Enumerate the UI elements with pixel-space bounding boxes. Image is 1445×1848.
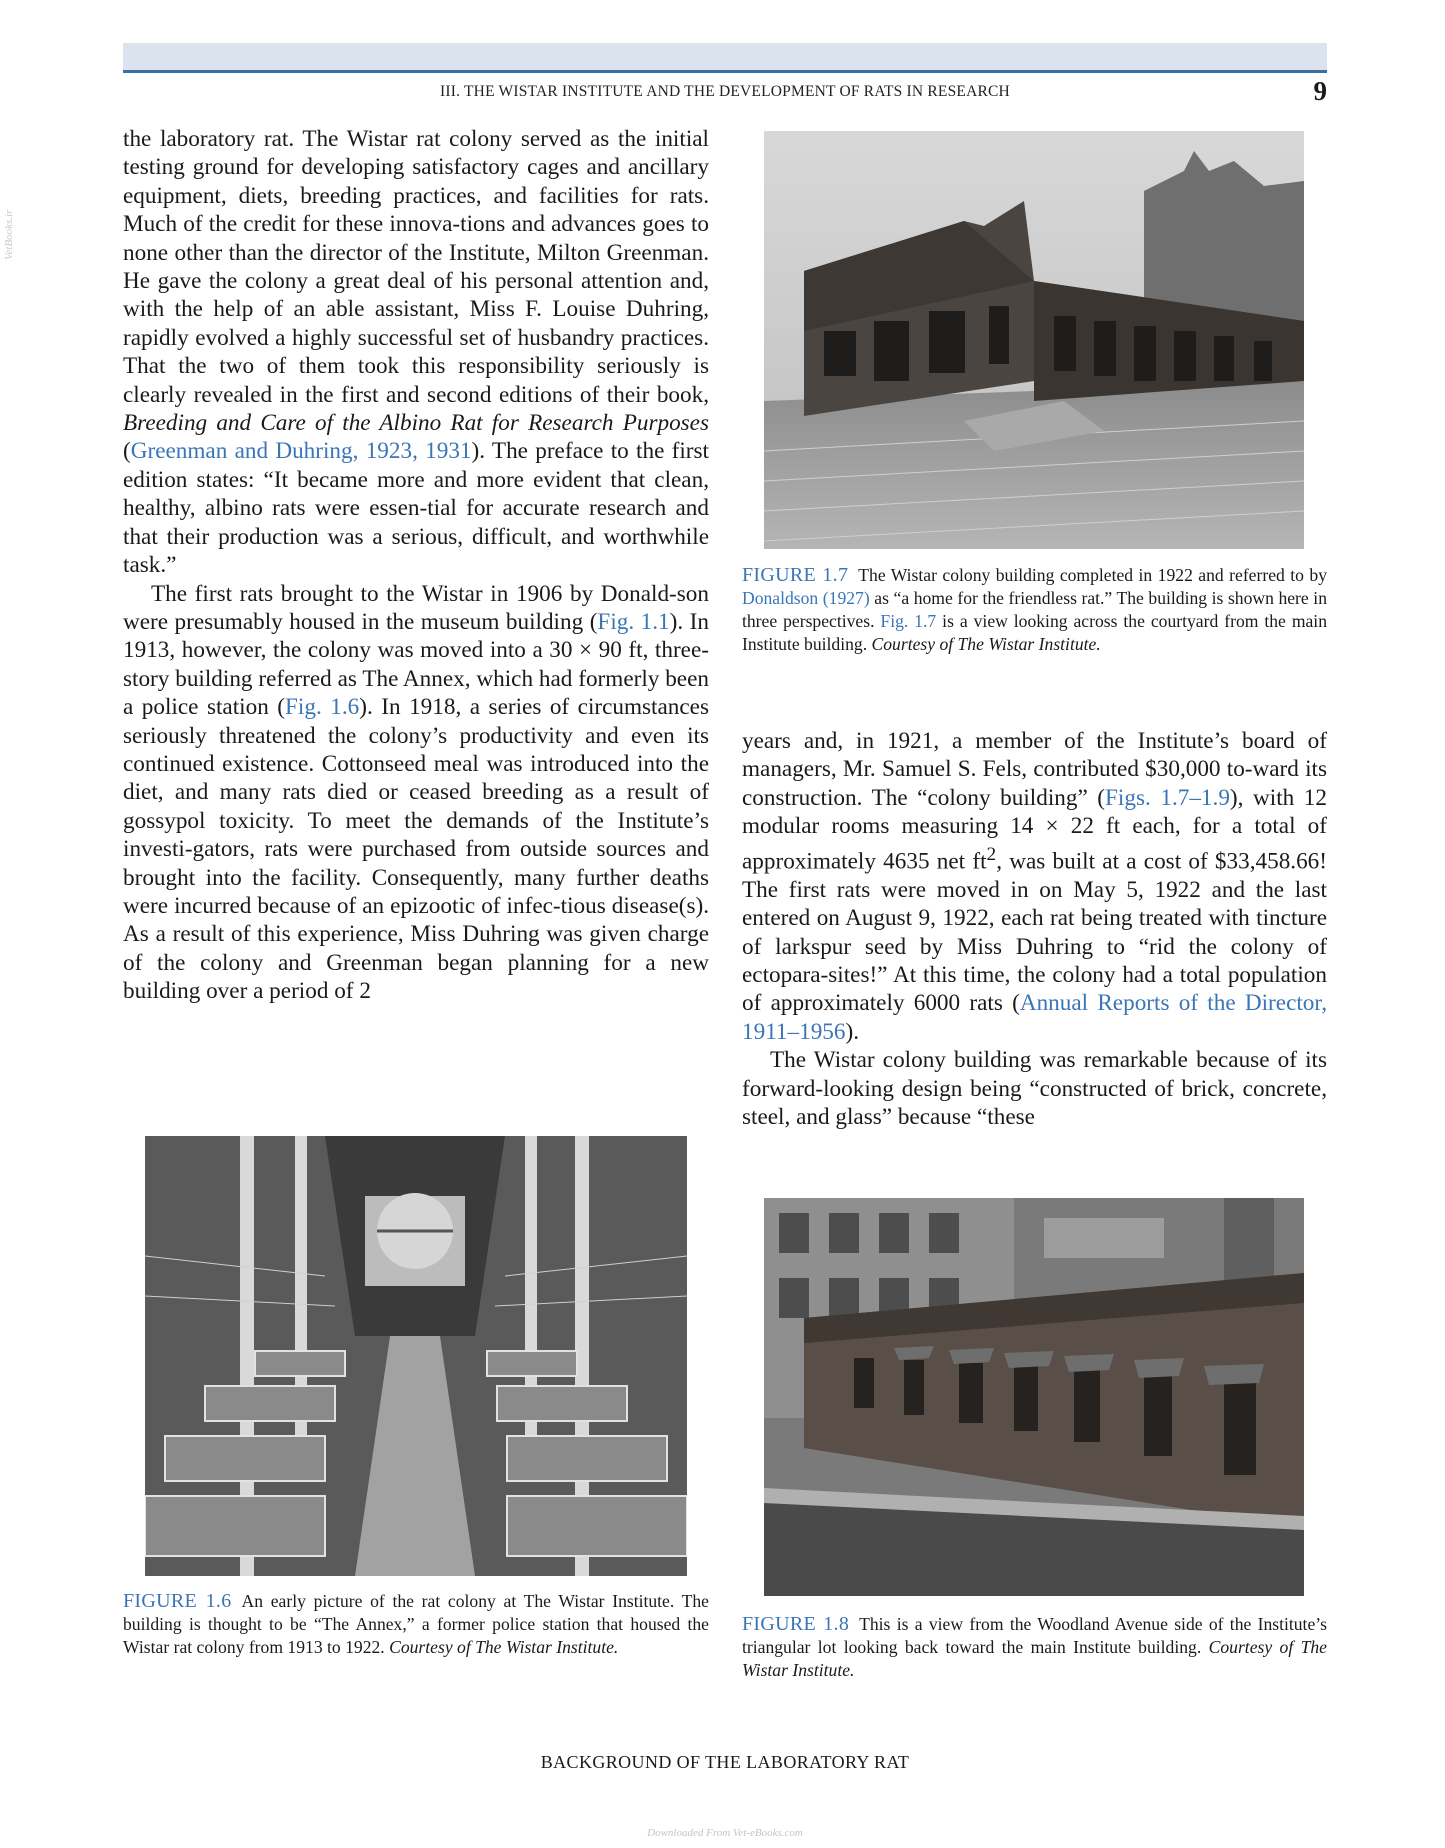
figure-link[interactable]: Fig. 1.6 [285,694,360,721]
running-foot: BACKGROUND OF THE LABORATORY RAT [540,1752,910,1772]
page-number: 9 [1313,76,1327,106]
figure-credit: Courtesy of The Wistar Institute. [742,1637,1327,1680]
figure-credit: Courtesy of The Wistar Institute. [871,634,1101,654]
figure-1-8-caption: FIGURE 1.8 This is a view from the Woodland Avenue side of the Institute’s triangular lot looking back toward the main Institute building. Courtesy of The Wistar Institute. [742,1613,1327,1680]
figure-1-7-caption: FIGURE 1.7 The Wistar colony building completed in 1922 and referred to by Donaldson (1927) as “a home for the friendless rat.” The building is shown here in three perspectives. Fig. 1.7 is a view looking across the courtyard from the main Institute building. Courtesy of The Wistar Institute. [742,564,1327,654]
citation-link[interactable]: Greenman and Duhring, 1923, 1931 [130,438,472,465]
figure-credit: Courtesy of The Wistar Institute. [389,1637,619,1657]
figure-link[interactable]: Fig. 1.1 [597,608,670,635]
left-column-text [123,125,709,1006]
citation-link[interactable]: Donaldson (1927) [742,588,870,608]
book-title: Breeding and Care of the Albino Rat for Research Purposes [123,410,709,437]
figure-1-8-photo [764,1198,1304,1596]
figure-1-6-photo [145,1136,687,1576]
figure-label: FIGURE 1.8 [742,1613,850,1635]
figure-label: FIGURE 1.7 [742,564,849,586]
running-head: III. THE WISTAR INSTITUTE AND THE DEVELOPMENT OF RATS IN RESEARCH [440,83,1010,100]
figure-label: FIGURE 1.6 [123,1590,232,1612]
figure-link[interactable]: Figs. 1.7–1.9 [1105,784,1230,811]
figure-1-6-caption: FIGURE 1.6 An early picture of the rat colony at The Wistar Institute. The building is thought to be “The Annex,” a former police station that housed the Wistar rat colony from 1913 to 1922. Courtesy of The Wistar Institute. [123,1590,709,1657]
superscript: 2 [986,843,997,865]
citation-link[interactable]: Annual Reports of the Director, 1911–1956 [742,990,1327,1045]
download-note: Downloaded From Vet-eBooks.com [647,1827,803,1839]
header-band [123,43,1327,73]
right-column-text [742,727,1327,1131]
figure-link[interactable]: Fig. 1.7 [880,611,937,631]
side-watermark: VetBooks.ir [3,209,15,260]
paragraph: The first rats brought to the Wistar in 1906 by Donald-son were presumably housed in the museum building (Fig. 1.1). In 1913, however, the colony was moved into a 30 × 90 ft, three-story building referred as The Annex, which had formerly been a police station (Fig. 1.6). In 1918, a series of circumstances seriously threatened the colony’s productivity and even its continued existence. Cottonseed meal was introduced into the diet, and many rats died or ceased breeding as a result of gossypol toxicity. To meet the demands of the Institute’s investi-gators, rats were purchased from outside sources and brought into the facility. Consequently, many further deaths were incurred because of an epizootic of infec-tious disease(s). As a result of this experience, Miss Duhring was given charge of the colony and Greenman began planning for a new building over a period of 2 [123,580,709,1005]
paragraph: the laboratory rat. The Wistar rat colony served as the initial testing ground for developing satisfactory cages and ancillary equipment, diets, breeding practices, and facilities for rats. Much of the credit for these innova-tions and advances goes to none other than the director of the Institute, Milton Greenman. He gave the colony a great deal of his personal attention and, with the help of an able assistant, Miss F. Louise Duhring, rapidly evolved a highly successful set of husbandry practices. That the two of them took this responsibility seriously is clearly revealed in the first and second editions of their book, Breeding and Care of the Albino Rat for Research Purposes (Greenman and Duhring, 1923, 1931). The preface to the first edition states: “It became more and more evident that clean, healthy, albino rats were essen-tial for accurate research and that their production was a serious, difficult, and worthwhile task.” [123,126,709,579]
paragraph: The Wistar colony building was remarkable because of its forward-looking design being “constructed of brick, concrete, steel, and glass” because “these [742,1047,1327,1131]
paragraph: years and, in 1921, a member of the Institute’s board of managers, Mr. Samuel S. Fels, contributed $30,000 to-ward its construction. The “colony building” (Figs. 1.7–1.9), with 12 modular rooms measuring 14 × 22 ft each, for a total of approximately 4635 net $ft^2$, was built at a cost of $33,458.66! The first rats were moved in on May 5, 1922 and the last entered on August 9, 1922, each rat being treated with tincture of larkspur seed by Miss Duhring to “rid the colony of ectopara-sites!” At this time, the colony had a total population of approximately 6000 rats (Annual Reports of the Director, 1911–1956). [742,728,1327,1045]
figure-1-7-photo [764,131,1304,549]
